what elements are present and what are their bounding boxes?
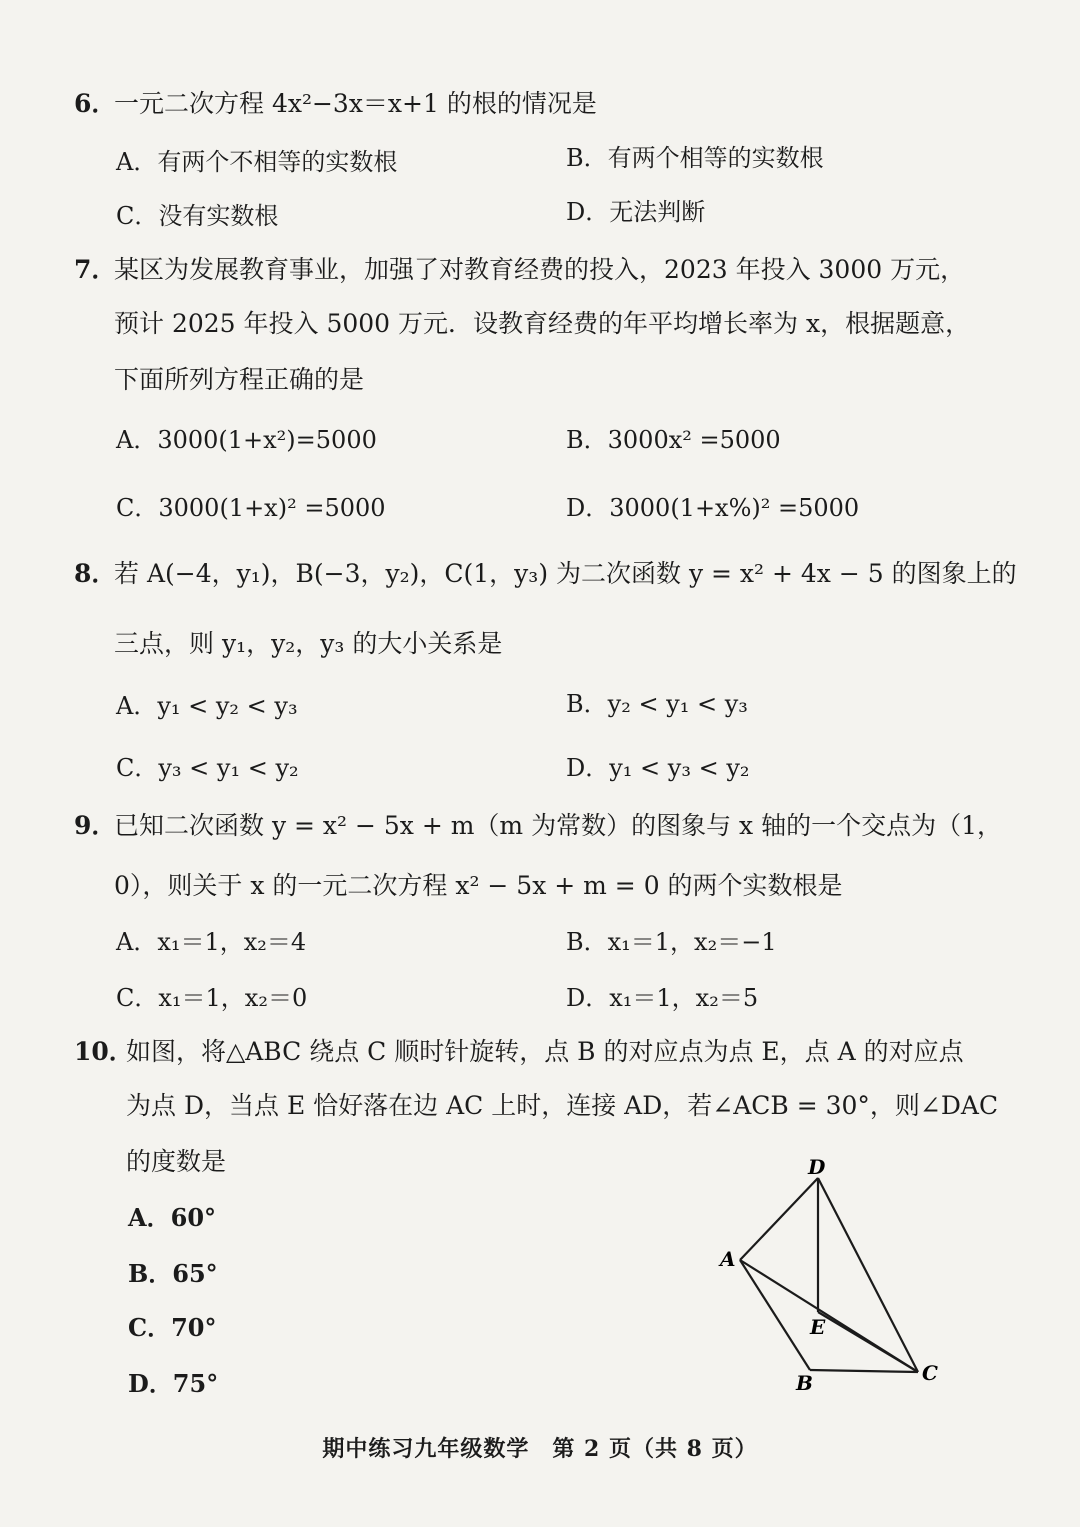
point-label-d: D — [808, 1155, 826, 1179]
q10-option-d: D．75° — [128, 1369, 219, 1398]
q10-number: 10． — [74, 1037, 134, 1066]
point-label-a: A — [720, 1247, 736, 1271]
q6-option-b: B．有两个相等的实数根 — [566, 144, 824, 172]
q8-number: 8． — [74, 559, 117, 588]
segment-bc — [810, 1370, 918, 1372]
point-label-e: E — [810, 1315, 826, 1339]
segment-da — [740, 1178, 818, 1260]
q6-option-a: A．有两个不相等的实数根 — [116, 148, 398, 176]
q8-option-b: B．y₂ < y₁ < y₃ — [566, 690, 748, 718]
q8-option-d: D．y₁ < y₃ < y₂ — [566, 754, 750, 782]
q8-option-c: C．y₃ < y₁ < y₂ — [116, 754, 299, 782]
q10-option-c: C．70° — [128, 1313, 217, 1342]
q7-stem-line2: 预计 2025 年投入 5000 万元．设教育经费的年平均增长率为 x，根据题意， — [114, 309, 971, 338]
q6-stem: 一元二次方程 4x²−3x＝x+1 的根的情况是 — [114, 89, 597, 118]
q10-stem-line3: 的度数是 — [126, 1147, 227, 1176]
point-label-b: B — [796, 1371, 813, 1395]
q7-option-a: A．3000(1+x²)=5000 — [116, 426, 377, 454]
q9-stem-line1: 已知二次函数 y = x² − 5x + m（m 为常数）的图象与 x 轴的一个交点为（1， — [114, 811, 1002, 840]
q7-stem-line1: 某区为发展教育事业，加强了对教育经费的投入，2023 年投入 3000 万元， — [114, 255, 966, 284]
q7-option-b: B．3000x² =5000 — [566, 426, 781, 454]
point-label-c: C — [922, 1361, 938, 1385]
q10-option-b: B．65° — [128, 1259, 218, 1288]
q7-option-d: D．3000(1+x%)² =5000 — [566, 494, 860, 522]
segment-ab — [740, 1260, 810, 1370]
q6-option-d: D．无法判断 — [566, 198, 706, 226]
q8-stem-line2: 三点，则 y₁，y₂，y₃ 的大小关系是 — [114, 629, 503, 658]
q9-option-d: D．x₁＝1，x₂＝5 — [566, 984, 759, 1012]
q7-stem-line3: 下面所列方程正确的是 — [114, 365, 365, 394]
page-footer: 期中练习九年级数学 第 2 页（共 8 页） — [322, 1436, 758, 1462]
q9-stem-line2: 0），则关于 x 的一元二次方程 x² − 5x + m = 0 的两个实数根是 — [114, 871, 843, 900]
q9-option-c: C．x₁＝1，x₂＝0 — [116, 984, 308, 1012]
q9-option-a: A．x₁＝1，x₂＝4 — [116, 928, 307, 956]
q6-number: 6． — [74, 89, 117, 118]
q10-geometry-figure — [700, 1150, 960, 1400]
q7-number: 7． — [74, 255, 117, 284]
q7-option-c: C．3000(1+x)² =5000 — [116, 494, 386, 522]
q9-number: 9． — [74, 811, 117, 840]
q10-stem-line1: 如图，将△ABC 绕点 C 顺时针旋转，点 B 的对应点为点 E，点 A 的对应点 — [126, 1037, 964, 1066]
q6-option-c: C．没有实数根 — [116, 202, 279, 230]
q9-option-b: B．x₁＝1，x₂＝−1 — [566, 928, 777, 956]
q10-stem-line2: 为点 D，当点 E 恰好落在边 AC 上时，连接 AD，若∠ACB = 30°，则∠DAC — [126, 1091, 999, 1120]
q8-option-a: A．y₁ < y₂ < y₃ — [116, 692, 298, 720]
q8-stem-line1: 若 A(−4，y₁)，B(−3，y₂)，C(1，y₃) 为二次函数 y = x² + 4x − 5 的图象上的 — [114, 559, 1017, 588]
q10-option-a: A．60° — [128, 1203, 217, 1232]
